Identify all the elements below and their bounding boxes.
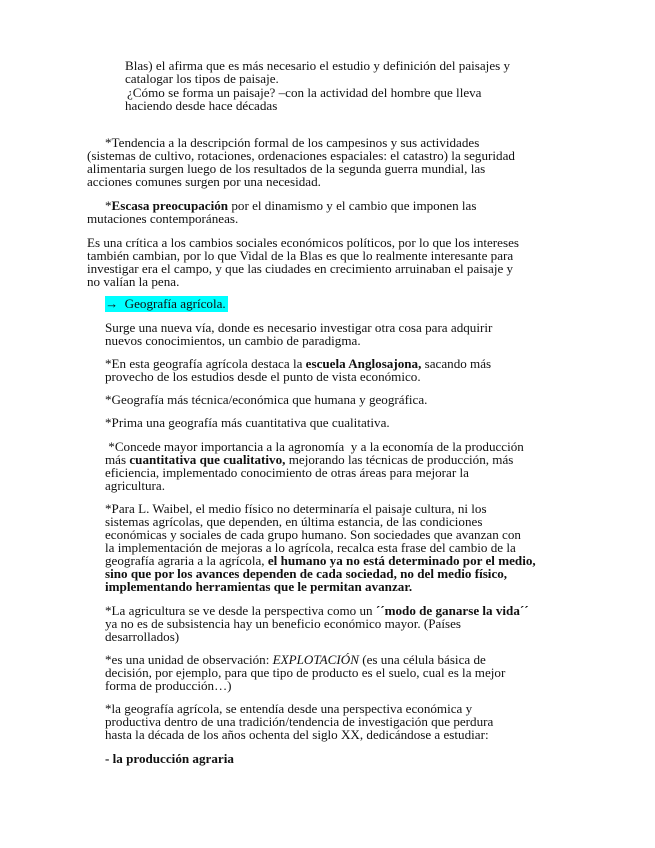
bold-text: implementando herramientas que le permitan avanzar. bbox=[105, 579, 413, 594]
paragraph-line: mutaciones contemporáneas. bbox=[87, 211, 239, 226]
paragraph-line: geografía agraria a la agrícola, el humano ya no está determinado por el medio, bbox=[105, 553, 536, 568]
paragraph-line: acciones comunes surgen por una necesidad. bbox=[87, 174, 321, 189]
intro-line-1: Blas) el afirma que es más necesario el estudio y definición del paisajes y bbox=[125, 58, 511, 73]
paragraph-line: *Escasa preocupación por el dinamismo y el cambio que imponen las bbox=[105, 198, 477, 213]
paragraph-line: alimentaria surgen luego de los resultados de la segunda guerra mundial, las bbox=[87, 161, 486, 176]
paragraph-line: Es una crítica a los cambios sociales económicos políticos, por lo que los intereses bbox=[87, 235, 519, 250]
heading-text: Geografía agrícola. bbox=[124, 296, 226, 311]
paragraph-line: Surge una nueva vía, donde es necesario investigar otra cosa para adquirir bbox=[105, 320, 493, 335]
paragraph-line: económicas y sociales de cada grupo humano. Son sociedades que avanzan con bbox=[105, 527, 521, 542]
bold-text: el humano ya no está determinado por el medio, bbox=[267, 553, 536, 568]
paragraph-line: *Concede mayor importancia a la agronomía y a la economía de la producción bbox=[105, 439, 524, 454]
paragraph-line: *la geografía agrícola, se entendía desde una perspectiva económica y bbox=[105, 701, 473, 716]
paragraph-line: hasta la década de los años ochenta del siglo XX, dedicándose a estudiar: bbox=[105, 727, 489, 742]
paragraph-line: sistemas agrícolas, que dependen, en última estancia, de las condiciones bbox=[105, 514, 483, 529]
italic-text: EXPLOTACIÓN bbox=[272, 652, 359, 667]
intro-line-4: haciendo desde hace décadas bbox=[125, 98, 278, 113]
bold-text: sino que por los avances dependen de cada sociedad, no del medio físico, bbox=[105, 566, 508, 581]
paragraph-line: *En esta geografía agrícola destaca la escuela Anglosajona, sacando más bbox=[105, 356, 492, 371]
bold-text: Escasa preocupación bbox=[111, 198, 229, 213]
paragraph-line: provecho de los estudios desde el punto de vista económico. bbox=[105, 369, 421, 384]
paragraph-line: agricultura. bbox=[105, 478, 165, 493]
paragraph-line: *La agricultura se ve desde la perspectiva como un ´´modo de ganarse la vida´´ bbox=[105, 603, 529, 618]
paragraph-line: la implementación de mejoras a lo agrícola, recalca esta frase del cambio de la bbox=[105, 540, 516, 555]
intro-line-2: catalogar los tipos de paisaje. bbox=[125, 71, 279, 86]
paragraph-line: nuevos conocimientos, un cambio de paradigma. bbox=[105, 333, 361, 348]
bold-text: cuantitativa que cualitativo, bbox=[129, 452, 286, 467]
paragraph-line: *Para L. Waibel, el medio físico no determinaría el paisaje cultura, ni los bbox=[105, 501, 487, 516]
paragraph-line: *Prima una geografía más cuantitativa que cualitativa. bbox=[105, 415, 390, 430]
paragraph-line: (sistemas de cultivo, rotaciones, ordenaciones espaciales: el catastro) la seguridad bbox=[87, 148, 515, 163]
intro-line-3: ¿Cómo se forma un paisaje? –con la actividad del hombre que lleva bbox=[127, 85, 482, 100]
paragraph-line: también cambian, por lo que Vidal de la Blas es que lo realmente interesante para bbox=[87, 248, 514, 263]
bold-text: escuela Anglosajona, bbox=[305, 356, 422, 371]
paragraph-line: ya no es de subsistencia hay un beneficio económico mayor. (Países bbox=[105, 616, 461, 631]
paragraph-line: desarrollados) bbox=[105, 629, 180, 644]
paragraph-line: más cuantitativa que cualitativo, mejorando las técnicas de producción, más bbox=[105, 452, 514, 467]
paragraph-line: *Tendencia a la descripción formal de los campesinos y sus actividades bbox=[105, 135, 480, 150]
paragraph-line: *Geografía más técnica/económica que humana y geográfica. bbox=[105, 392, 428, 407]
arrow-icon: → bbox=[105, 296, 119, 311]
bold-text: ´´modo de ganarse la vida´´ bbox=[375, 603, 529, 618]
paragraph-line: eficiencia, implementado conocimiento de otras áreas para mejorar la bbox=[105, 465, 469, 480]
paragraph-line: decisión, por ejemplo, para que tipo de producto es el suelo, cual es la mejor bbox=[105, 665, 506, 680]
paragraph-line: productiva dentro de una tradición/tendencia de investigación que perdura bbox=[105, 714, 494, 729]
paragraph-line: investigar era el campo, y que las ciudades en crecimiento arruinaban el paisaje y bbox=[87, 261, 514, 276]
section-heading bbox=[105, 297, 228, 310]
paragraph-line bbox=[105, 752, 234, 765]
paragraph-line: forma de producción…) bbox=[105, 678, 232, 693]
paragraph-line: *es una unidad de observación: EXPLOTACIÓN (es una célula básica de bbox=[105, 652, 486, 667]
paragraph-line: no valían la pena. bbox=[87, 274, 180, 289]
paragraph-line bbox=[105, 580, 412, 593]
bold-text: - la producción agraria bbox=[105, 751, 234, 766]
